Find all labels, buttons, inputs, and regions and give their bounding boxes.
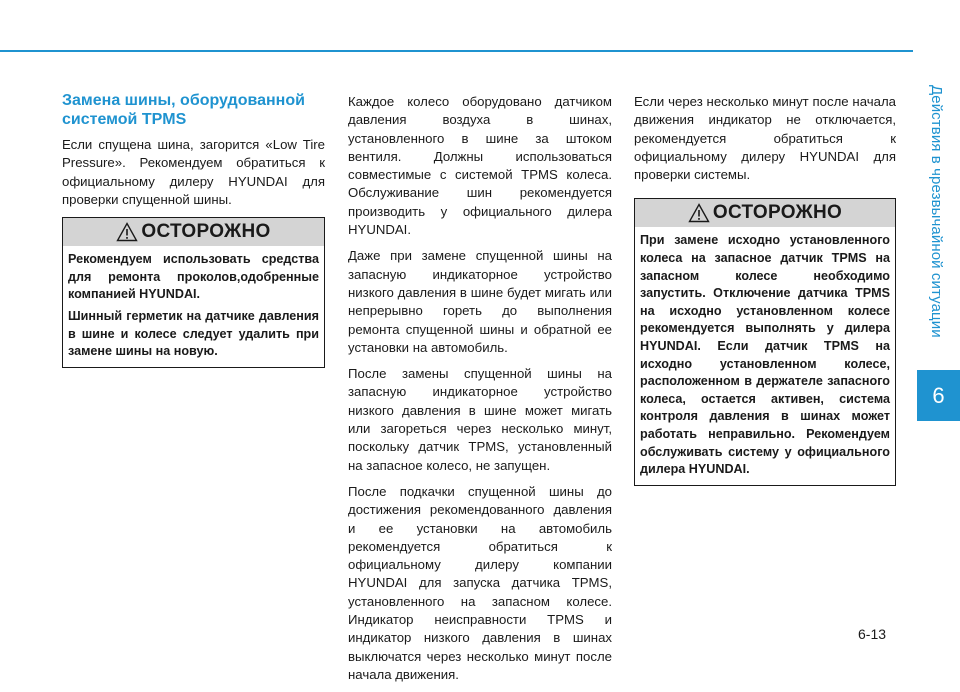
column-2: [348, 93, 612, 692]
warning-body: [635, 227, 895, 484]
warning-header: [635, 199, 895, 227]
warning-body: [63, 246, 324, 367]
column-1: [62, 92, 325, 368]
warning-heading: ОСТОРОЖНО: [141, 221, 271, 243]
body-paragraph: После замены спущенной шины на запасную индикаторное устройство низкого давления в шине может мигать или загореться через несколько минут, поскольку датчик TPMS, установленный на запасное колесо, не запущен.: [348, 366, 612, 473]
section-title: Замена шины, оборудованной системой TPMS: [62, 92, 305, 128]
warning-paragraph: Рекомендуем использовать средства для ремонта проколов,одобренные компанией HYUNDAI.: [68, 252, 319, 302]
warning-triangle-icon: [116, 222, 138, 242]
column-3: [634, 93, 896, 486]
body-paragraph: После подкачки спущенной шины до достижения рекомендованного давления и ее установки на автомобиль рекомендуется обратиться к официальному дилеру компании HYUNDAI для запуска датчика TPMS, установленного на запасном колесе. Индикатор неисправности TPMS и индикатор низкого давления в шинах выключатся через несколько минут после начала движения.: [348, 483, 612, 682]
warning-paragraph: Шинный герметик на датчике давления в шине и колесе следует удалить при замене шины на новую.: [68, 308, 319, 359]
warning-box-1: [62, 217, 325, 368]
warning-header: [63, 218, 324, 246]
chapter-number: 6: [932, 382, 945, 408]
body-paragraph: Каждое колесо оборудовано датчиком давления воздуха в шинах, установленного в шине за штоком вентиля. Должны использоваться совместимые с системой TPMS колеса. Обслуживание шин рекомендуется производить у официального дилера HYUNDAI.: [348, 94, 612, 238]
body-paragraph: Даже при замене спущенной шины на запасную индикаторное устройство низкого давления в шине будет мигать или непрерывно гореть до выполнения ремонта спущенной шины и обратной ее установки на автомобиль.: [348, 248, 612, 355]
warning-heading: ОСТОРОЖНО: [712, 202, 843, 224]
chapter-number-badge: [917, 370, 960, 421]
intro-paragraph: Если спущена шина, загорится «Low Tire Pressure». Рекомендуем обратиться к официальному дилеру HYUNDAI для проверки спущенной шины.: [62, 137, 325, 207]
body-paragraph: Если через несколько минут после начала движения индикатор не отключается, рекомендуется обратиться к официальному дилеру HYUNDAI для проверки системы.: [634, 94, 896, 183]
chapter-title: Действия в чрезвычайной ситуации: [928, 84, 945, 338]
top-rule: [0, 50, 913, 52]
warning-triangle-icon: [688, 203, 710, 223]
page-number: 6-13: [858, 626, 887, 642]
warning-paragraph: При замене исходно установленного колеса на запасное датчик TPMS на запасном колесе необходимо запустить. Отключение датчика TPMS на исходно установленном колесе рекомендуется выполнять у дилера HYUNDAI. Если датчик TPMS на исходно установленном колесе, расположенном в держателе запасного колеса, остается активен, система контроля давления в шинах может работать неправильно. Рекомендуем обслуживать систему у официального дилера HYUNDAI.: [640, 233, 890, 477]
chapter-side-tab: [913, 52, 960, 370]
warning-box-2: [634, 198, 896, 485]
